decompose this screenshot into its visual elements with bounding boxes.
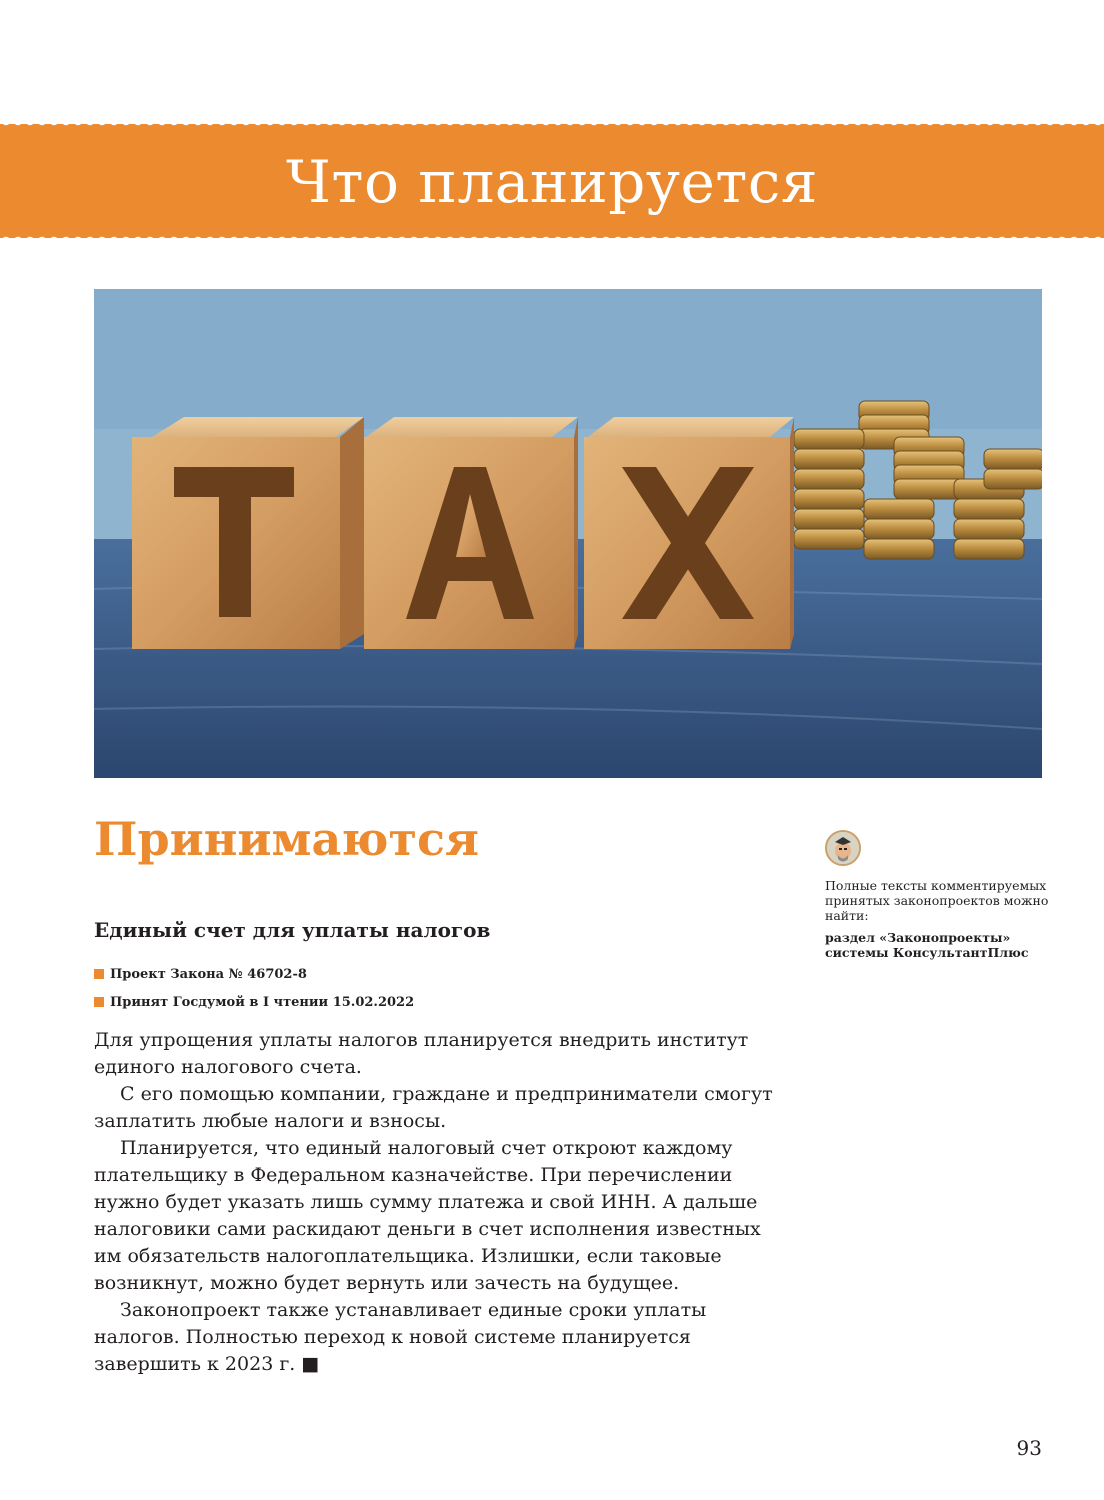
sidebar-source-reference: раздел «Законопроекты» системы КонсультантПлюс [825, 930, 1029, 960]
banner-title: Что планируется [286, 148, 818, 216]
banner-scallop-top [0, 121, 1104, 129]
orange-square-bullet-icon [94, 969, 104, 979]
wood-block-t [132, 417, 364, 649]
meta-item-bill-number [94, 960, 414, 988]
paragraph: Для упрощения уплаты налогов планируется внедрить институт единого налогового счета. [94, 1029, 749, 1078]
article-body [94, 1027, 784, 1378]
wood-block-x [584, 417, 794, 649]
professor-icon [825, 830, 861, 866]
end-of-article-mark: ■ [301, 1353, 320, 1375]
meta-text: Проект Закона № 46702-8 [110, 966, 307, 982]
paragraph [94, 1297, 784, 1378]
paragraph: Планируется, что единый налоговый счет откроют каждому плательщику в Федеральном казначействе. При перечислении нужно будет указать лишь сумму платежа и свой ИНН. А дальше налоговики сами раскидают деньги в счет исполнения известных им обязательств налогоплательщика. Излишки, если таковые возникнут, можно будет вернуть или зачесть на будущее. [94, 1137, 761, 1294]
page-number: 93 [1016, 1436, 1042, 1460]
article-heading: Единый счет для уплаты налогов [94, 918, 491, 942]
wood-block-a [364, 417, 578, 649]
meta-item-reading-status [94, 988, 414, 1016]
sidebar-note-text: Полные тексты комментируемых принятых законопроектов можно найти: [825, 878, 1049, 923]
paragraph-text: Законопроект также устанавливает единые сроки уплаты налогов. Полностью переход к новой системе планируется завершить к 2023 г. [94, 1299, 707, 1375]
sidebar-note [825, 830, 1055, 960]
orange-square-bullet-icon [94, 997, 104, 1007]
meta-text: Принят Госдумой в I чтении 15.02.2022 [110, 994, 415, 1010]
section-banner [0, 124, 1104, 238]
banner-scallop-bottom [0, 233, 1104, 241]
paragraph: С его помощью компании, граждане и предприниматели смогут заплатить любые налоги и взносы. [94, 1083, 773, 1132]
tax-blocks-photo [94, 289, 1042, 778]
tax-blocks-illustration [94, 289, 1042, 778]
section-title: Принимаются [94, 812, 479, 866]
article-meta-list [94, 960, 414, 1016]
